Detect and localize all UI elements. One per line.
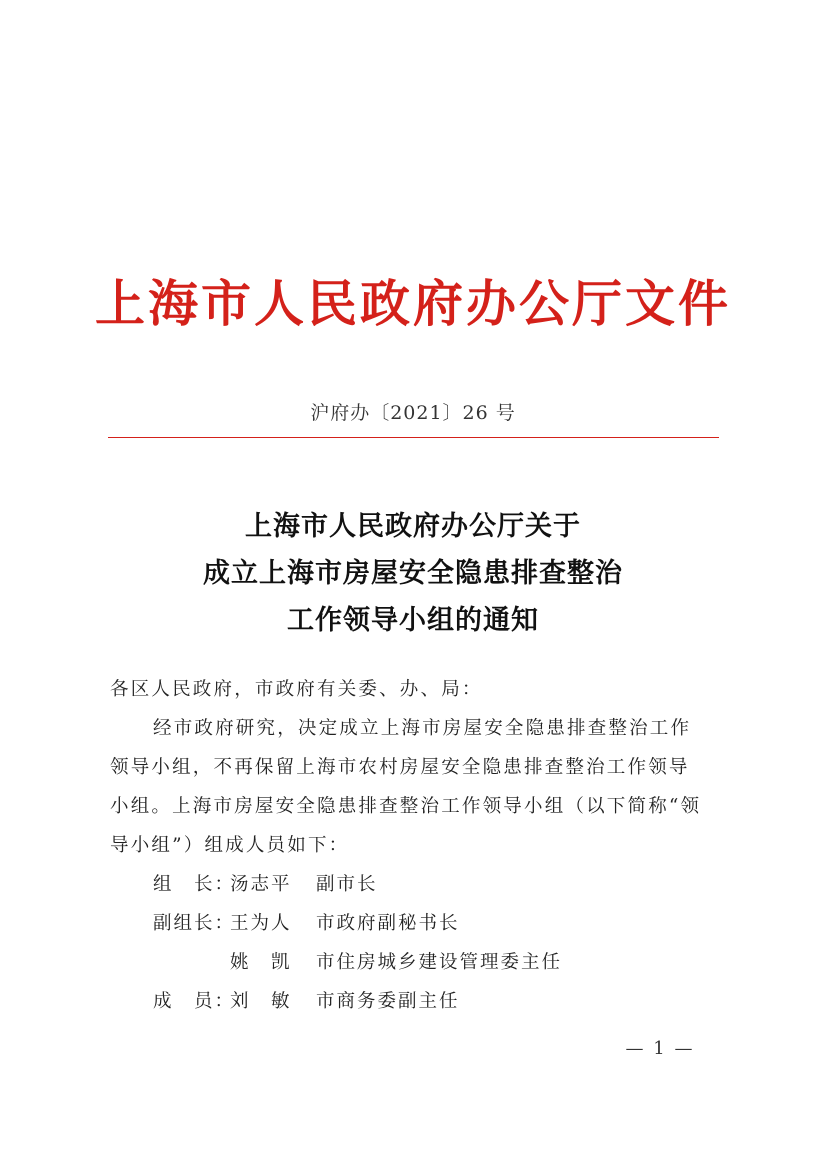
page-number: — 1 —	[625, 1038, 695, 1059]
notice-title-line: 上海市人民政府办公厅关于	[245, 511, 581, 542]
red-divider-line	[108, 437, 719, 438]
member-role: 组 长：	[153, 874, 236, 895]
member-name: 姚 凯	[230, 952, 292, 973]
member-position: 副市长	[316, 874, 378, 895]
paragraph-line: 领导小组，不再保留上海市农村房屋安全隐患排查整治工作领导	[110, 757, 690, 778]
notice-title-line: 成立上海市房屋安全隐患排查整治	[203, 558, 623, 589]
member-row	[110, 904, 720, 943]
notice-title	[0, 503, 826, 644]
member-position: 市住房城乡建设管理委主任	[316, 952, 563, 973]
salutation: 各区人民政府，市政府有关委、办、局：	[110, 679, 483, 700]
paragraph-line: 导小组”）组成人员如下：	[110, 835, 350, 856]
notice-body	[110, 670, 720, 1021]
member-name: 刘 敏	[230, 991, 292, 1012]
member-role: 成 员：	[153, 991, 236, 1012]
document-number: 沪府办〔2021〕26 号	[310, 402, 516, 424]
member-row	[110, 943, 720, 982]
notice-title-line: 工作领导小组的通知	[287, 605, 539, 636]
member-role: 副组长：	[153, 913, 236, 934]
agency-header-title: 上海市人民政府办公厅文件	[95, 275, 731, 333]
paragraph-line: 小组。上海市房屋安全隐患排查整治工作领导小组（以下简称“领	[110, 796, 702, 817]
member-row	[110, 865, 720, 904]
member-position: 市商务委副主任	[316, 991, 460, 1012]
member-name: 汤志平	[230, 874, 292, 895]
paragraph-line: 经市政府研究，决定成立上海市房屋安全隐患排查整治工作	[153, 718, 692, 739]
member-name: 王为人	[230, 913, 292, 934]
member-position: 市政府副秘书长	[316, 913, 460, 934]
member-row	[110, 982, 720, 1021]
